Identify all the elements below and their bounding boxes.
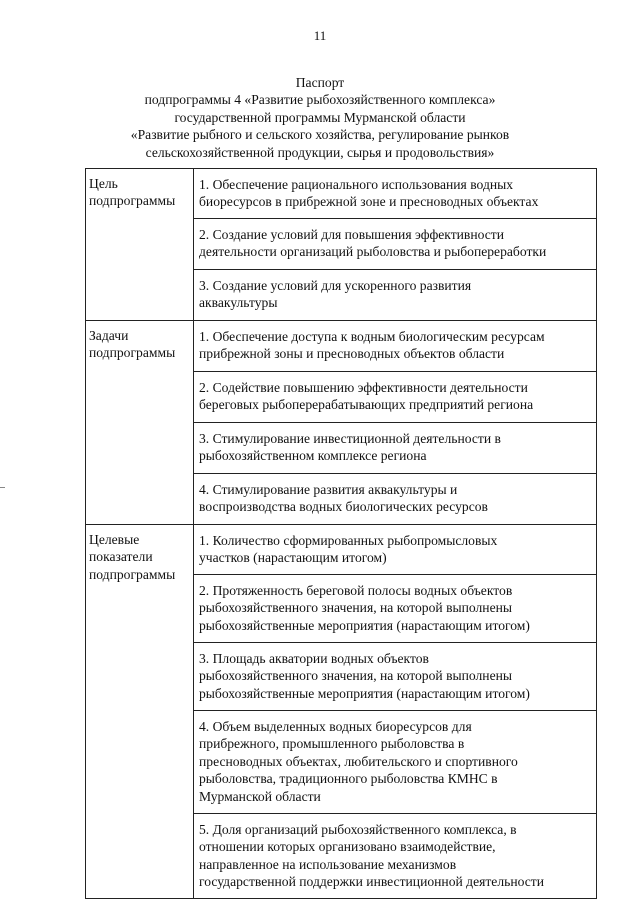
- label-line: подпрограммы: [89, 566, 176, 582]
- indicator-item: [194, 711, 597, 814]
- item-line: 4. Объем выделенных водных биоресурсов для: [199, 719, 472, 734]
- margin-mark: [0, 487, 5, 488]
- item-line: отношении которых организовано взаимодействие,: [199, 839, 496, 855]
- item-line: деятельности организаций рыболовства и рыбопереработки: [199, 244, 547, 260]
- item-line: прибрежной зоны и пресноводных объектов области: [199, 346, 505, 362]
- item-line: участков (нарастающим итогом): [199, 550, 387, 566]
- goal-item: [194, 270, 597, 321]
- item-line: рыбохозяйственные мероприятия (нарастающим итогом): [199, 685, 530, 701]
- item-line: биоресурсов в прибрежной зоне и пресноводных объектах: [199, 194, 539, 210]
- section-label-indicators: [86, 525, 194, 899]
- label-line: показатели: [89, 549, 153, 565]
- item-line: рыбохозяйственные мероприятия (нарастающим итогом): [199, 617, 530, 633]
- indicator-item: [194, 575, 597, 643]
- heading-line: сельскохозяйственной продукции, сырья и продовольствия»: [145, 144, 495, 160]
- item-line: рыбохозяйственного значения, на которой выполнены: [199, 600, 513, 616]
- section-label-tasks: [86, 321, 194, 525]
- heading-line: государственной программы Мурманской области: [174, 109, 466, 125]
- item-line: воспроизводства водных биологических ресурсов: [199, 499, 488, 515]
- item-line: Мурманской области: [199, 788, 321, 804]
- item-line: береговых рыбоперерабатывающих предприятий региона: [199, 397, 534, 413]
- passport-heading: [60, 74, 580, 161]
- goal-item: [194, 169, 597, 219]
- table-row: [86, 321, 597, 372]
- task-item: [194, 321, 597, 372]
- item-line: 1. Обеспечение рационального использования водных: [199, 177, 514, 192]
- item-line: направленное на использование механизмов: [199, 856, 457, 872]
- task-item: [194, 423, 597, 474]
- item-line: 2. Содействие повышению эффективности деятельности: [199, 380, 528, 395]
- item-line: 3. Площадь акватории водных объектов: [199, 651, 429, 666]
- heading-line: «Развитие рыбного и сельского хозяйства, регулирование рынков: [130, 127, 510, 143]
- heading-line: Паспорт: [295, 75, 345, 90]
- indicator-item: [194, 525, 597, 575]
- label-line: Задачи: [89, 328, 129, 343]
- label-line: подпрограммы: [89, 193, 176, 209]
- item-line: 2. Протяженность береговой полосы водных объектов: [199, 583, 513, 598]
- label-line: подпрограммы: [89, 345, 176, 361]
- task-item: [194, 474, 597, 525]
- item-line: рыбохозяйственного значения, на которой выполнены: [199, 668, 513, 684]
- item-line: 5. Доля организаций рыбохозяйственного комплекса, в: [199, 822, 517, 837]
- indicator-item: [194, 814, 597, 899]
- page-number: 11: [313, 28, 327, 43]
- item-line: рыболовства, традиционного рыболовства КМНС в: [199, 771, 498, 787]
- item-line: рыбохозяйственном комплексе региона: [199, 448, 427, 464]
- item-line: государственной поддержки инвестиционной деятельности: [199, 874, 544, 890]
- label-line: Цель: [89, 176, 118, 191]
- item-line: 2. Создание условий для повышения эффективности: [199, 227, 505, 242]
- goal-item: [194, 219, 597, 270]
- task-item: [194, 372, 597, 423]
- item-line: 3. Стимулирование инвестиционной деятельности в: [199, 431, 501, 446]
- label-line: Целевые: [89, 532, 140, 547]
- indicator-item: [194, 643, 597, 711]
- item-line: прибрежного, промышленного рыболовства в: [199, 736, 465, 752]
- item-line: 1. Количество сформированных рыбопромысловых: [199, 533, 498, 548]
- item-line: 1. Обеспечение доступа к водным биологическим ресурсам: [199, 329, 545, 344]
- section-label-goal: [86, 169, 194, 321]
- heading-line: подпрограммы 4 «Развитие рыбохозяйственного комплекса»: [144, 92, 496, 108]
- table-row: [86, 169, 597, 219]
- item-line: аквакультуры: [199, 295, 278, 311]
- passport-table: [85, 168, 597, 899]
- item-line: 3. Создание условий для ускоренного развития: [199, 278, 472, 293]
- item-line: пресноводных объектах, любительского и спортивного: [199, 753, 518, 769]
- table-row: [86, 525, 597, 575]
- item-line: 4. Стимулирование развития аквакультуры и: [199, 482, 458, 497]
